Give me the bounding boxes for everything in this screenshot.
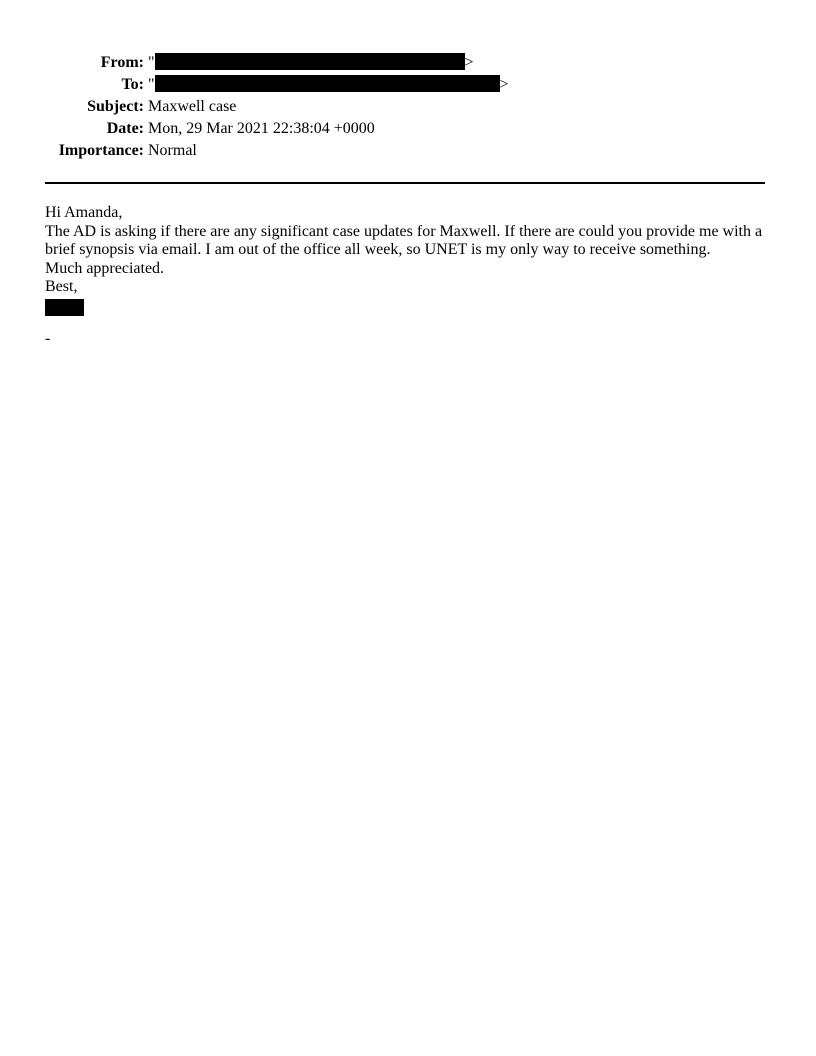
importance-row [40, 140, 509, 162]
from-prefix: " [148, 54, 155, 71]
trailer-dash: - [45, 330, 51, 347]
closing-line: Best, [45, 278, 78, 295]
from-suffix: > [464, 54, 474, 71]
from-row [40, 52, 509, 74]
from-redaction [155, 53, 465, 70]
body-paragraph: The AD is asking if there are any significant case updates for Maxwell. If there are could you provide me with a brief synopsis via email. I am out of the office all week, so UNET is my only way to receive something. [45, 222, 763, 258]
importance-label: Importance: [58, 142, 144, 159]
subject-value: Maxwell case [148, 98, 237, 115]
to-prefix: " [148, 76, 155, 93]
subject-label: Subject: [87, 98, 144, 115]
date-label: Date: [106, 120, 144, 137]
email-header [40, 52, 509, 162]
date-row [40, 118, 509, 140]
date-value: Mon, 29 Mar 2021 22:38:04 +0000 [148, 120, 375, 137]
to-suffix: > [499, 76, 509, 93]
to-value [148, 74, 509, 96]
to-redaction [155, 75, 500, 92]
thanks-line: Much appreciated. [45, 259, 165, 277]
signature-redaction [45, 299, 84, 316]
subject-row [40, 96, 509, 118]
from-value [148, 52, 509, 74]
greeting: Hi Amanda, [45, 204, 123, 221]
email-body [45, 204, 770, 316]
header-divider [45, 182, 765, 184]
to-row [40, 74, 509, 96]
to-label: To: [121, 76, 144, 93]
from-label: From: [100, 54, 144, 71]
importance-value: Normal [148, 142, 197, 159]
